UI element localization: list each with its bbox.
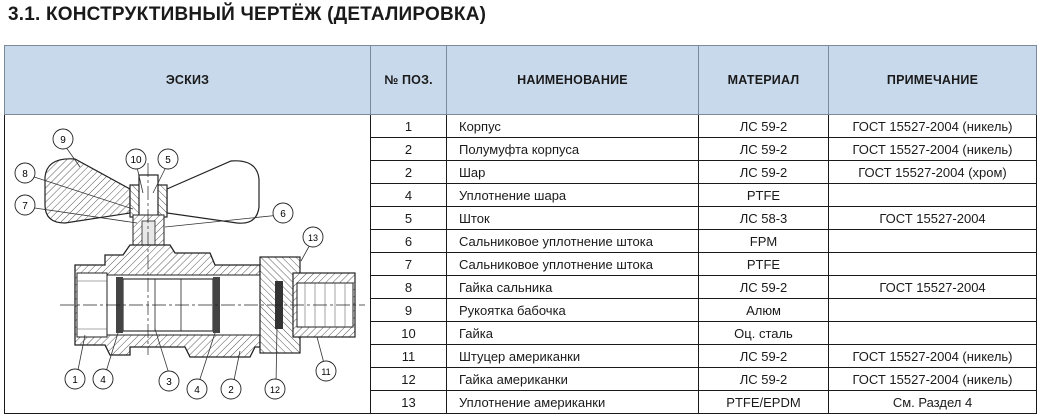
- svg-text:2: 2: [228, 385, 234, 396]
- row-6-name: Сальниковое уплотнение штока: [447, 230, 699, 253]
- svg-text:5: 5: [165, 155, 171, 166]
- row-13-name: Уплотнение американки: [447, 391, 699, 414]
- row-9-note: [829, 299, 1037, 322]
- parts-table: [4, 45, 1037, 414]
- row-1-note: ГОСТ 15527-2004 (никель): [829, 115, 1037, 138]
- valve-drawing: [5, 115, 369, 413]
- row-5-pos: 5: [371, 207, 447, 230]
- svg-text:1: 1: [72, 375, 78, 386]
- handle-left-wing: [45, 159, 130, 223]
- row-12-pos: 12: [371, 368, 447, 391]
- page-title: 3.1. КОНСТРУКТИВНЫЙ ЧЕРТЁЖ (ДЕТАЛИРОВКА): [8, 4, 487, 25]
- row-8-pos: 8: [371, 276, 447, 299]
- table-header-row: [5, 46, 1037, 115]
- callout-13: [303, 227, 323, 247]
- svg-text:8: 8: [22, 169, 28, 180]
- row-1-name: Корпус: [447, 115, 699, 138]
- row-4-name: Уплотнение шара: [447, 184, 699, 207]
- row-2-note: ГОСТ 15527-2004 (никель): [829, 138, 1037, 161]
- callout-1: [65, 369, 85, 389]
- header-sketch: ЭСКИЗ: [5, 46, 371, 115]
- callout-8: [15, 163, 35, 183]
- row-6-note: [829, 230, 1037, 253]
- row-8-material: ЛС 59-2: [699, 276, 829, 299]
- row-10-material: Оц. сталь: [699, 322, 829, 345]
- callout-12: [265, 379, 285, 399]
- row-8-name: Гайка сальника: [447, 276, 699, 299]
- sketch-cell: [5, 115, 371, 414]
- callout-4b: [187, 379, 207, 399]
- callout-9: [53, 129, 73, 149]
- row-6-pos: 6: [371, 230, 447, 253]
- row-5-material: ЛС 58-3: [699, 207, 829, 230]
- row-9-name: Рукоятка бабочка: [447, 299, 699, 322]
- row-10-pos: 10: [371, 322, 447, 345]
- header-name: НАИМЕНОВАНИЕ: [447, 46, 699, 115]
- svg-text:12: 12: [269, 385, 281, 395]
- svg-text:3: 3: [166, 377, 172, 388]
- row-2-pos: 2: [371, 138, 447, 161]
- callout-11: [316, 361, 336, 381]
- row-4-note: [829, 184, 1037, 207]
- row-7-material: PTFE: [699, 253, 829, 276]
- row-13-material: PTFE/EPDM: [699, 391, 829, 414]
- row-8-note: ГОСТ 15527-2004: [829, 276, 1037, 299]
- row-11-name: Штуцер американки: [447, 345, 699, 368]
- callout-2: [221, 379, 241, 399]
- row-4-pos: 4: [371, 184, 447, 207]
- row-10-name: Гайка: [447, 322, 699, 345]
- row-12-note: ГОСТ 15527-2004 (никель): [829, 368, 1037, 391]
- row-3-material: ЛС 59-2: [699, 161, 829, 184]
- callout-5: [158, 149, 178, 169]
- row-12-name: Гайка американки: [447, 368, 699, 391]
- row-11-note: ГОСТ 15527-2004 (никель): [829, 345, 1037, 368]
- row-3-name: Шар: [447, 161, 699, 184]
- row-7-pos: 7: [371, 253, 447, 276]
- header-material: МАТЕРИАЛ: [699, 46, 829, 115]
- svg-text:11: 11: [321, 367, 331, 377]
- row-5-note: ГОСТ 15527-2004: [829, 207, 1037, 230]
- row-3-pos: 2: [371, 161, 447, 184]
- table-row: [5, 115, 1037, 138]
- row-10-note: [829, 322, 1037, 345]
- row-2-name: Полумуфта корпуса: [447, 138, 699, 161]
- row-12-material: ЛС 59-2: [699, 368, 829, 391]
- svg-text:4: 4: [194, 385, 200, 396]
- svg-text:7: 7: [22, 201, 28, 212]
- row-11-material: ЛС 59-2: [699, 345, 829, 368]
- svg-text:10: 10: [130, 155, 142, 166]
- row-1-material: ЛС 59-2: [699, 115, 829, 138]
- row-13-note: См. Раздел 4: [829, 391, 1037, 414]
- callout-3: [159, 371, 179, 391]
- row-7-note: [829, 253, 1037, 276]
- row-1-pos: 1: [371, 115, 447, 138]
- row-4-material: PTFE: [699, 184, 829, 207]
- svg-text:9: 9: [60, 135, 66, 146]
- row-7-name: Сальниковое уплотнение штока: [447, 253, 699, 276]
- svg-text:6: 6: [280, 209, 286, 220]
- callout-4a: [93, 369, 113, 389]
- row-9-pos: 9: [371, 299, 447, 322]
- callout-7: [15, 195, 35, 215]
- callout-6: [273, 203, 293, 223]
- row-2-material: ЛС 59-2: [699, 138, 829, 161]
- row-13-pos: 13: [371, 391, 447, 414]
- row-3-note: ГОСТ 15527-2004 (хром): [829, 161, 1037, 184]
- row-5-name: Шток: [447, 207, 699, 230]
- row-11-pos: 11: [371, 345, 447, 368]
- header-note: ПРИМЕЧАНИЕ: [829, 46, 1037, 115]
- row-6-material: FPM: [699, 230, 829, 253]
- handle-right-wing: [167, 161, 259, 223]
- row-9-material: Алюм: [699, 299, 829, 322]
- callout-10: [126, 149, 146, 169]
- svg-text:4: 4: [100, 375, 106, 386]
- svg-text:13: 13: [307, 233, 319, 243]
- header-position: № ПОЗ.: [371, 46, 447, 115]
